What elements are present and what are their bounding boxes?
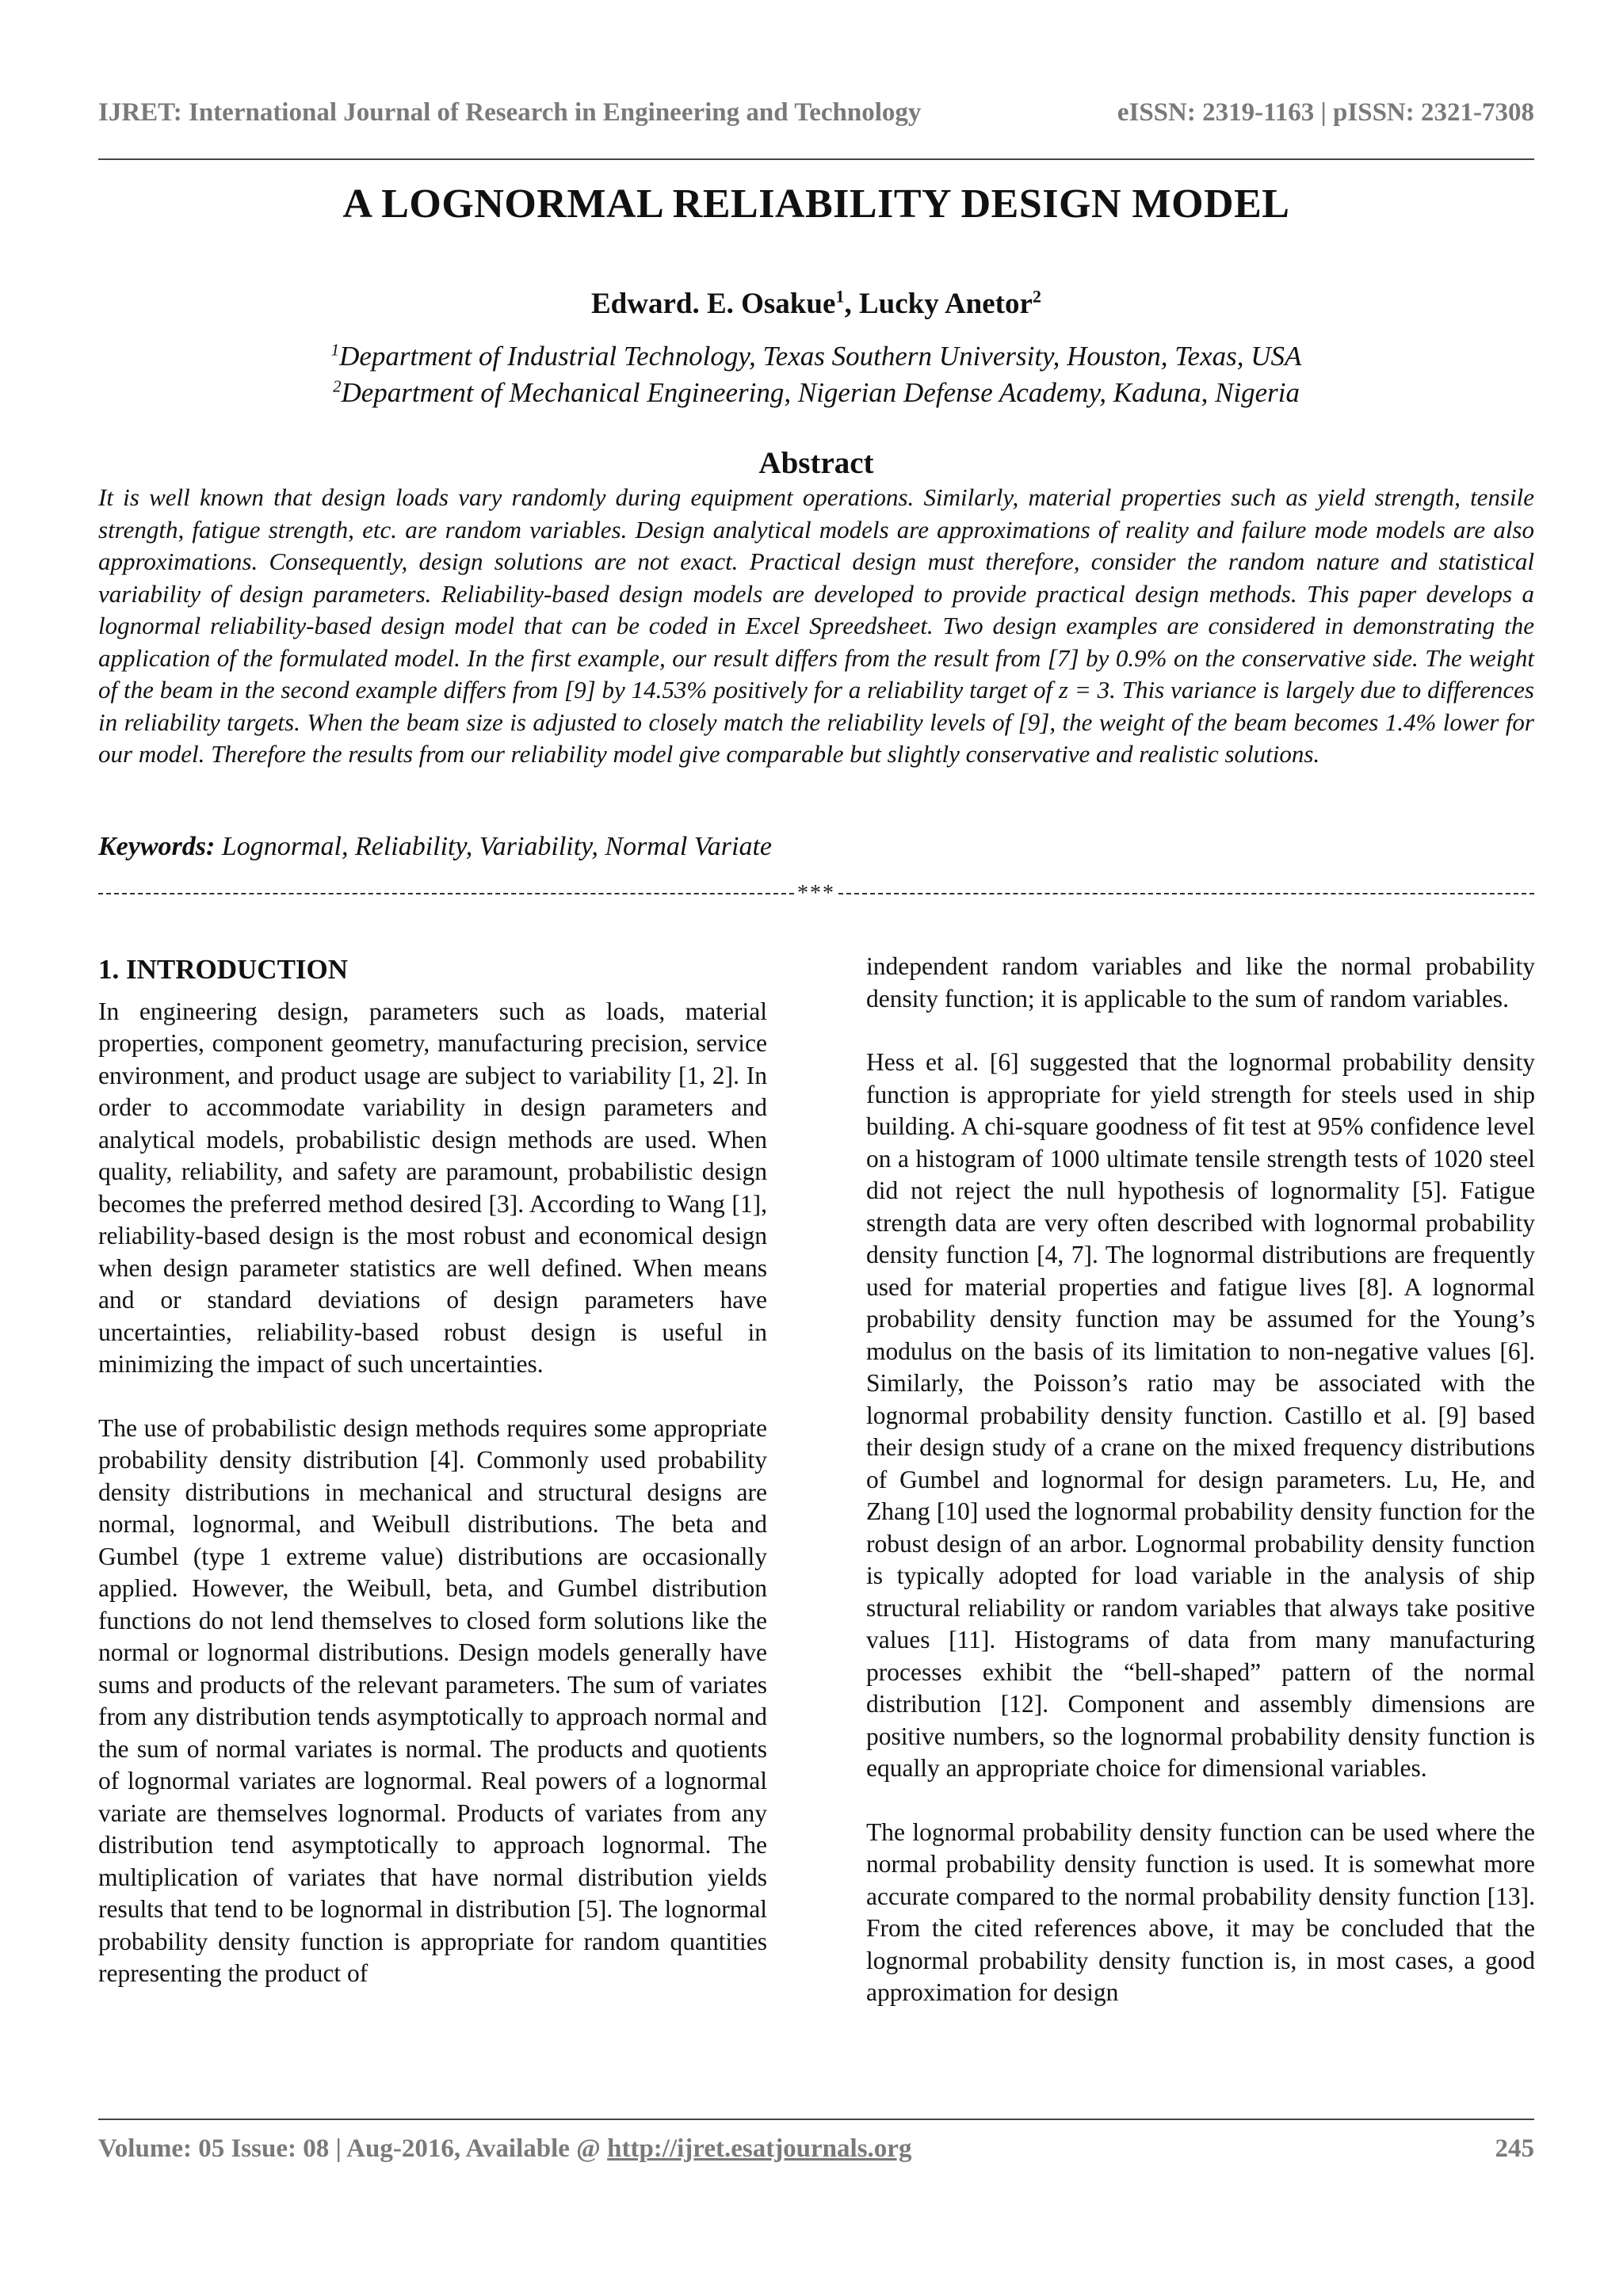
section-divider — [98, 878, 1534, 910]
issn: eISSN: 2319-1163 | pISSN: 2321-7308 — [1117, 98, 1534, 127]
right-column — [866, 951, 1535, 2041]
keywords-text: Lognormal, Reliability, Variability, Normal Variate — [221, 832, 773, 861]
author-affil-mark: 2 — [1032, 286, 1042, 307]
page-number: 245 — [1495, 2134, 1534, 2163]
section-heading: 1. INTRODUCTION — [98, 954, 349, 985]
affiliation — [98, 377, 1534, 409]
footer-rule — [98, 2119, 1534, 2120]
divider-stars: *** — [797, 881, 835, 906]
keywords-label: Keywords: — [98, 832, 216, 861]
paragraph: The use of probabilistic design methods requires some appropriate probability density distribution [4]. Commonly used probability density distributions in mechanical and structural designs are normal, lognormal, and Weibull distributions. The beta and Gumbel (type 1 extreme value) distributions are occasionally applied. However, the Weibull, beta, and Gumbel distribution functions do not lend themselves to closed form solutions like the normal or lognormal distributions. Design models generally have sums and products of the relevant parameters. The sum of variates from any distribution tends asymptotically to approach normal and the sum of normal variates is normal. The products and quotients of lognormal variates are lognormal. Real powers of a lognormal variate are themselves lognormal. Products of variates from any distribution tend asymptotically to approach lognormal. The multiplication of variates that have normal distribution yields results that tend to be lognormal in distribution [5]. The lognormal probability density function is appropriate for random quantities representing the product of — [98, 1413, 767, 1987]
author-separator: , — [844, 288, 859, 320]
affiliation — [98, 341, 1534, 372]
affiliation-mark: 1 — [330, 340, 340, 360]
paragraph: Hess et al. [6] suggested that the lognormal probability density function is appropriate for yield strength for steels used in ship building. A chi-square goodness of fit test at 95% confidence level on a histogram of 1000 ultimate tensile strength tests of 1020 steel did not reject the null hypothesis of lognormality [5]. Fatigue strength data are very often described with lognormal probability density function [4, 7]. The lognormal distributions are frequently used for material properties and fatigue lives [8]. A lognormal probability density function may be assumed for the Young’s modulus on the basis of its limitation to non-negative values [6]. Similarly, the Poisson’s ratio may be associated with the lognormal probability density function. Castillo et al. [9] based their design study of a crane on the mixed frequency distributions of Gumbel and lognormal for design parameters. Lu, He, and Zhang [10] used the lognormal probability density function for the robust design of an arbor. Lognormal probability density function is typically adopted for load variable in the analysis of ship structural reliability or random variables that always take positive values [11]. Histograms of data from many manufacturing processes exhibit the “bell-shaped” pattern of the normal distribution [12]. Component and assembly dimensions are positive numbers, so the lognormal probability density function is equally an appropriate choice for dimensional variables. — [866, 1048, 1535, 1782]
divider-dash-right — [838, 893, 1534, 894]
abstract-heading: Abstract — [758, 446, 874, 480]
abstract-text: It is well known that design loads vary randomly during equipment operations. Similarly, material properties such as yield strength, tensile strength, fatigue strength, etc. are random variables. Design analytical models are approximations of reality and failure mode models are also approximations. Consequently, design solutions are not exact. Practical design must therefore, consider the random nature and statistical variability of design parameters. Reliability-based design models are developed to provide practical design methods. This paper develops a lognormal reliability-based design model that can be coded in Excel Spreedsheet. Two design examples are considered in demonstrating the application of the formulated model. In the first example, our result differs from the result from [7] by 0.9% on the conservative side. The weight of the beam in the second example differs from [9] by 14.53% positively for a reliability target of z = 3. This variance is largely due to differences in reliability targets. When the beam size is adjusted to closely match the reliability levels of [9], the weight of the beam becomes 1.4% lower for our model. Therefore the results from our reliability model give comparable but slightly conservative and realistic solutions. — [98, 483, 1534, 768]
affiliation-text: Department of Mechanical Engineering, Nigerian Defense Academy, Kaduna, Nigeria — [341, 377, 1300, 408]
paragraph: The lognormal probability density function can be used where the normal probability density function is used. It is somewhat more accurate compared to the normal probability density function [13]. From the cited references above, it may be concluded that the lognormal probability density function is, in most cases, a good approximation for design — [866, 1817, 1535, 2006]
paragraph: In engineering design, parameters such as loads, material properties, component geometry, manufacturing precision, service environment, and product usage are subject to variability [1, 2]. In order to accommodate variability in design parameters and analytical models, probabilistic design methods are used. When quality, reliability, and safety are paramount, probabilistic design becomes the preferred method desired [3]. According to Wang [1], reliability-based design is the most robust and economical design when design parameter statistics are well defined. When means and or standard deviations of design parameters have uncertainties, reliability-based robust design is useful in minimizing the impact of such uncertainties. — [98, 997, 767, 1378]
author-name: Edward. E. Osakue — [590, 288, 836, 320]
author-name: Lucky Anetor — [858, 288, 1033, 320]
running-header — [98, 98, 1534, 128]
volume-info: Volume: 05 Issue: 08 | Aug-2016, Available @ — [98, 2134, 601, 2163]
keywords — [98, 832, 1534, 862]
affiliation-mark: 2 — [332, 376, 342, 396]
header-rule — [98, 158, 1534, 160]
left-column — [98, 954, 767, 2022]
footer-volume — [98, 2134, 911, 2164]
journal-link[interactable]: http://ijret.esatjournals.org — [607, 2134, 912, 2163]
author-line — [98, 287, 1534, 321]
affiliation-text: Department of Industrial Technology, Texas Southern University, Houston, Texas, USA — [339, 341, 1302, 372]
paper-title: A LOGNORMAL RELIABILITY DESIGN MODEL — [342, 181, 1290, 227]
author-affil-mark: 1 — [835, 286, 845, 307]
running-footer — [98, 2134, 1534, 2164]
paragraph: independent random variables and like the normal probability density function; it is applicable to the sum of random variables. — [866, 952, 1535, 1013]
divider-dash-left — [98, 893, 794, 894]
journal-name: IJRET: International Journal of Research in Engineering and Technology — [98, 98, 922, 127]
